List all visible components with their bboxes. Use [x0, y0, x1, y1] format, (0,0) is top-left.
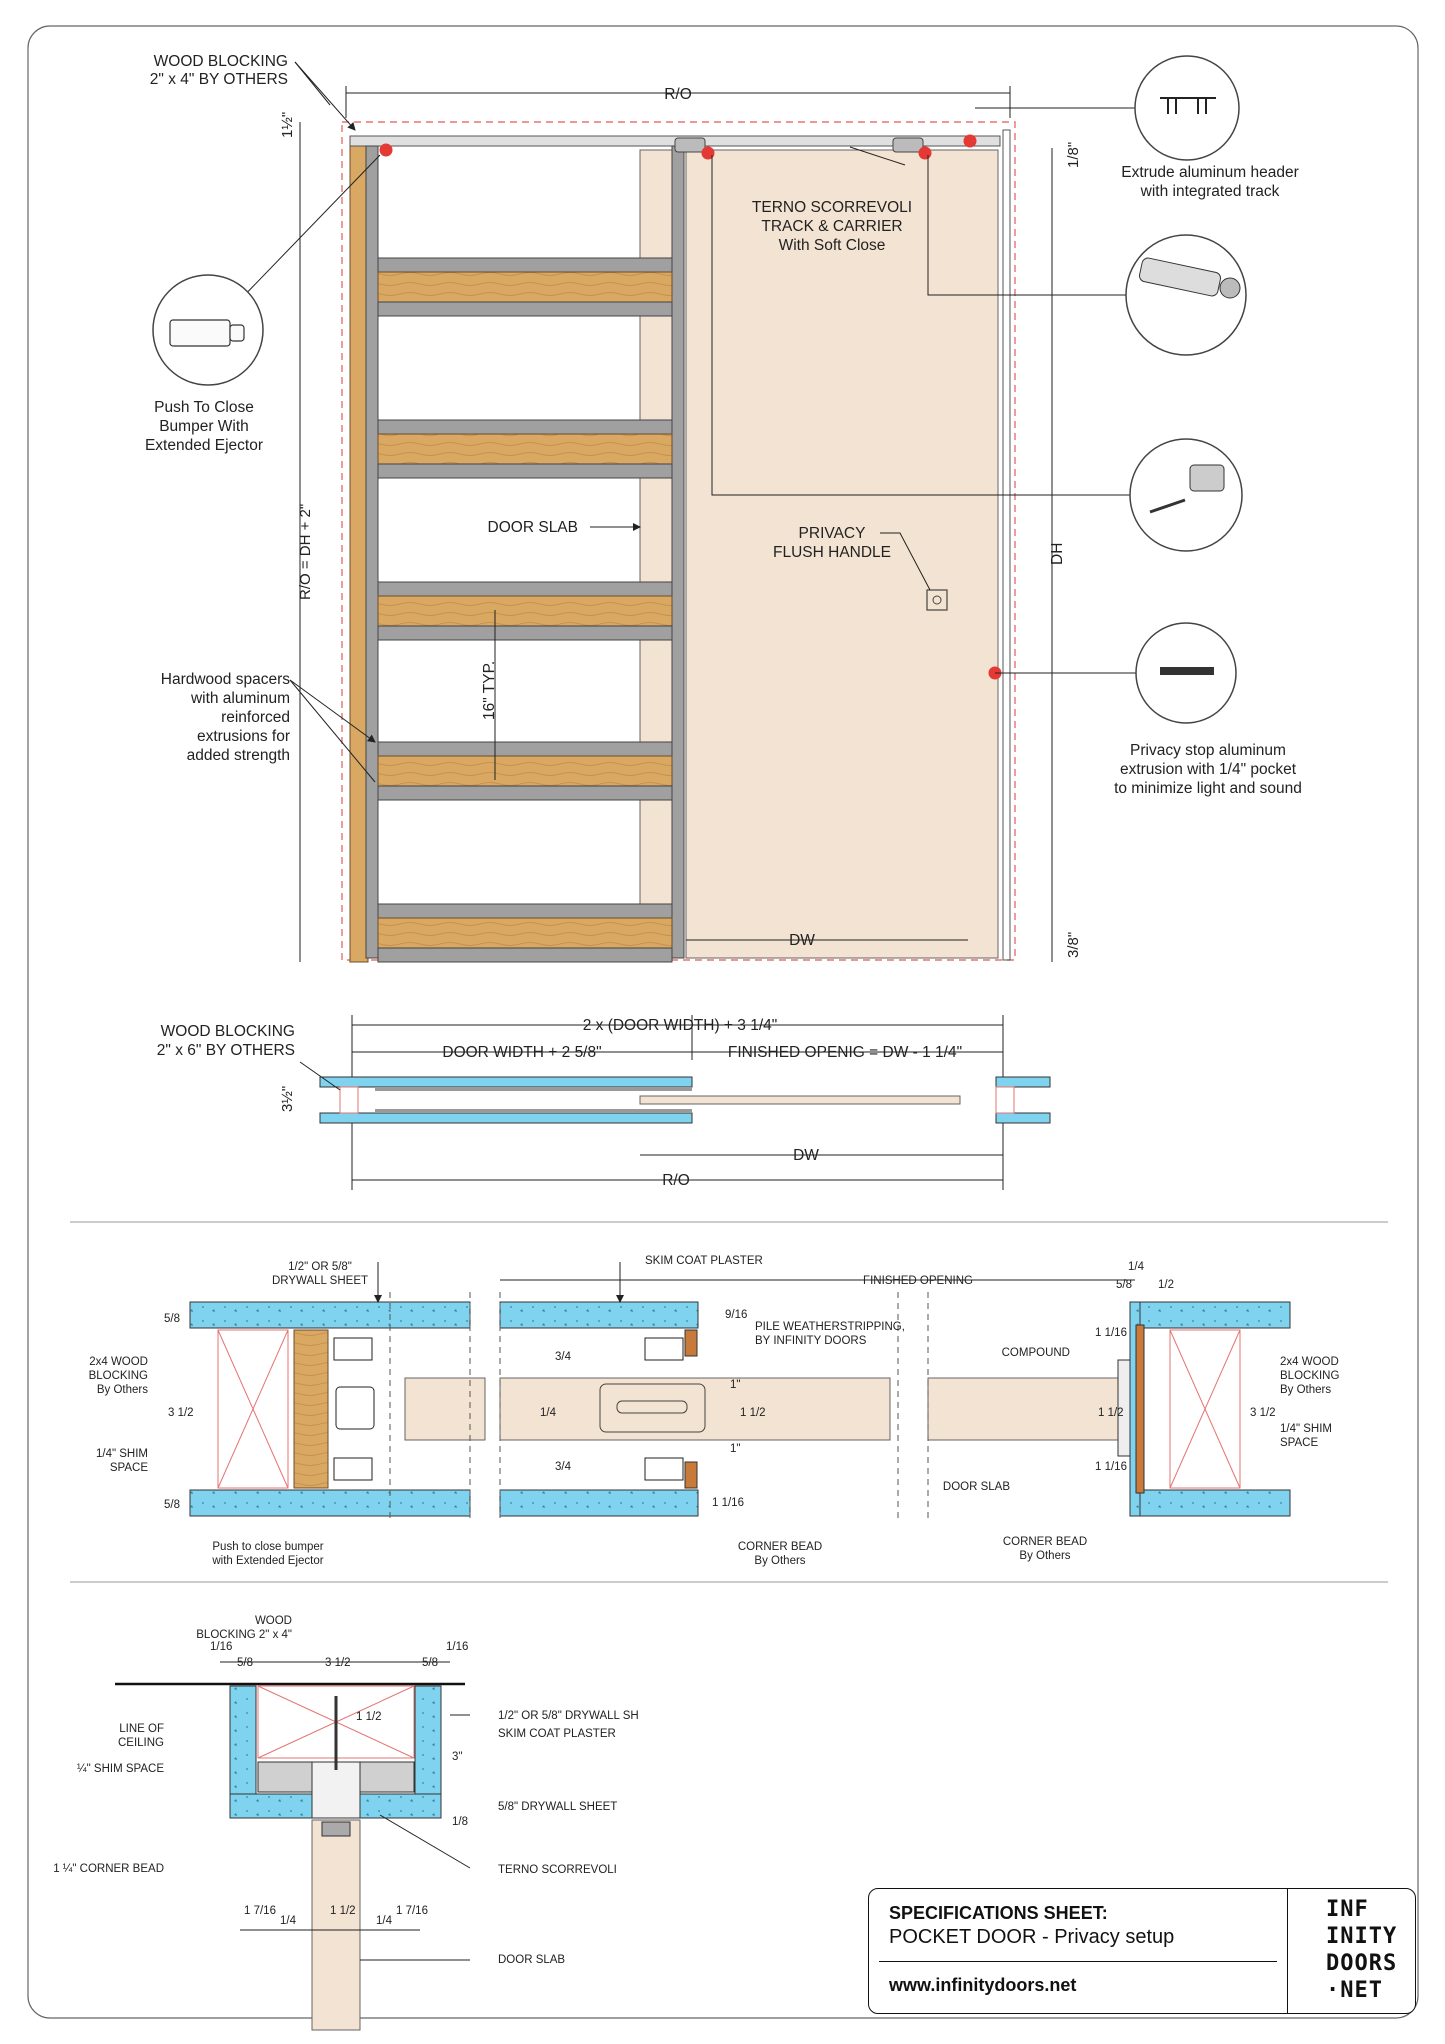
wood-blocking-left	[350, 136, 368, 962]
section-dim-58c: 5/8	[1116, 1279, 1132, 1291]
track-detail-icon	[1130, 439, 1242, 551]
section-dim-14: 1/4	[540, 1407, 556, 1419]
head-drywall58-label: 5/8" DRYWALL SHEET	[498, 1801, 618, 1813]
terno-label: TERNO SCORREVOLI TRACK & CARRIER With Soft Close	[751, 199, 913, 254]
section-dim-58: 5/8	[164, 1313, 180, 1325]
section-dim-916: 9/16	[725, 1309, 748, 1321]
dim-1-5: 1½"	[279, 111, 296, 138]
ro-height-label: R/O = DH + 2"	[297, 503, 314, 600]
head-dim-1716b: 1 7/16	[396, 1905, 428, 1917]
push-to-close-label: Push To Close Bumper With Extended Ejector	[144, 399, 264, 454]
spacer-extrusion-bottom	[378, 948, 672, 962]
section-dim-312: 3 1/2	[168, 1407, 194, 1419]
wood-blocking-label: WOOD BLOCKING 2" x 4" BY OTHERS	[149, 53, 288, 88]
carrier-right-icon	[893, 138, 923, 152]
plan-finished-opening-label: FINISHED OPENIG = DW - 1 1/4"	[727, 1044, 963, 1061]
head-dim-116: 1/16	[210, 1641, 233, 1653]
spacer-extrusion-top	[378, 904, 672, 918]
section-blocking-left-label: 2x4 WOOD BLOCKING By Others	[88, 1356, 148, 1396]
section-dim-1116c: 1 1/16	[1095, 1461, 1127, 1473]
hardwood-spacer	[378, 596, 672, 626]
spacer-extrusion-bottom	[378, 302, 672, 316]
spacer-extrusion-bottom	[378, 786, 672, 800]
carrier-left-icon	[675, 138, 705, 152]
marker-header-icon	[964, 135, 977, 148]
frame-stud-right	[672, 146, 684, 958]
head-dim-14: 1/4	[280, 1915, 296, 1927]
head-dim-1716: 1 7/16	[244, 1905, 276, 1917]
spacer-extrusion-top	[378, 742, 672, 756]
infinity-doors-logo: INF INITY DOORS ·NET	[1326, 1897, 1398, 2003]
elevation-view	[145, 53, 1302, 962]
section-shim-left-label: 1/4" SHIM SPACE	[95, 1448, 148, 1474]
head-detail-view	[53, 1615, 639, 2030]
hardwood-spacer	[378, 434, 672, 464]
section-dim-312b: 3 1/2	[1250, 1407, 1276, 1419]
section-finished-label: FINISHED OPENING	[863, 1275, 973, 1287]
head-dim-112: 1 1/2	[356, 1711, 382, 1723]
hardwood-spacer	[378, 756, 672, 786]
section-dim-112: 1 1/2	[740, 1407, 766, 1419]
section-dim-112b: 1 1/2	[1098, 1407, 1124, 1419]
spacer-extrusion-bottom	[378, 626, 672, 640]
section-drywall-label: 1/2" OR 5/8" DRYWALL SHEET	[271, 1261, 369, 1287]
hardwood-spacers	[378, 258, 672, 962]
spacer-extrusion-top	[378, 258, 672, 272]
spacer-extrusion-top	[378, 582, 672, 596]
section-dim-1116: 1 1/16	[712, 1497, 744, 1509]
header-label: Extrude aluminum header with integrated track	[1121, 164, 1299, 200]
section-pile-label: PILE WEATHERSTRIPPING, BY INFINITY DOORS	[755, 1321, 905, 1347]
dim-1-8: 1/8"	[1065, 141, 1082, 168]
dw-label: DW	[789, 932, 815, 949]
privacy-stop-label: Privacy stop aluminum extrusion with 1/4" pocket to minimize light and sound	[1114, 742, 1302, 797]
section-door-slab-label: DOOR SLAB	[942, 1481, 1010, 1493]
plan-dw-label: DW	[793, 1147, 819, 1164]
marker-carrier-icon	[702, 147, 715, 160]
frame-stud-left	[366, 146, 378, 958]
section-bumper-label: Push to close bumper with Extended Ejector	[212, 1541, 324, 1567]
section-corner-mid-label: CORNER BEAD By Others	[737, 1541, 823, 1567]
hardwood-spacer	[378, 272, 672, 302]
plan-wood-blocking-label: WOOD BLOCKING 2" x 6" BY OTHERS	[156, 1023, 295, 1059]
section-dim-1b: 1"	[730, 1443, 741, 1455]
hardwood-spacers-label: Hardwood spacers with aluminum reinforced extrusions for added strength	[160, 671, 290, 764]
title-heading: SPECIFICATIONS SHEET:	[889, 1903, 1108, 1923]
section-dim-34: 3/4	[555, 1351, 571, 1363]
spacer-extrusion-top	[378, 420, 672, 434]
dim-3-8: 3/8"	[1065, 931, 1082, 958]
head-dim-58b: 5/8	[422, 1657, 438, 1669]
ro-top-label: R/O	[664, 86, 692, 103]
head-dim-14b: 1/4	[376, 1915, 392, 1927]
head-door-slab-label: DOOR SLAB	[498, 1954, 566, 1966]
plan-dim-3-5: 3½"	[279, 1085, 296, 1112]
jamb-right	[1003, 130, 1010, 960]
privacy-handle-label: PRIVACY FLUSH HANDLE	[773, 525, 891, 561]
spacer-extrusion-bottom	[378, 464, 672, 478]
head-dim-116b: 1/16	[446, 1641, 469, 1653]
marker-bumper-icon	[380, 144, 393, 157]
marker-carrier-2-icon	[919, 147, 932, 160]
section-dim-1: 1"	[730, 1379, 741, 1391]
section-skim-label: SKIM COAT PLASTER	[645, 1255, 763, 1267]
section-dim-58b: 5/8	[164, 1499, 180, 1511]
plan-view	[157, 1015, 1050, 1190]
plan-overall-label: 2 x (DOOR WIDTH) + 3 1/4"	[582, 1017, 778, 1034]
section-view	[89, 1255, 1340, 1567]
head-corner-label: 1 ¼" CORNER BEAD	[53, 1863, 164, 1875]
title-subtitle: POCKET DOOR - Privacy setup	[889, 1926, 1175, 1948]
head-skim-label: SKIM COAT PLASTER	[498, 1728, 616, 1740]
plan-door-width-label: DOOR WIDTH + 2 5/8"	[442, 1044, 602, 1061]
dh-label: DH	[1049, 542, 1066, 565]
section-corner-right-label: CORNER BEAD By Others	[1002, 1536, 1088, 1562]
head-dim-312: 3 1/2	[325, 1657, 351, 1669]
head-wood-blocking-label: WOOD BLOCKING 2" x 4"	[196, 1615, 292, 1641]
head-ceiling-label: LINE OF CEILING	[117, 1723, 164, 1749]
section-dim-12: 1/2	[1158, 1279, 1174, 1291]
head-drywall-label: 1/2" OR 5/8" DRYWALL SH	[498, 1710, 639, 1722]
website-link[interactable]: www.infinitydoors.net	[889, 1975, 1077, 1995]
hardwood-spacer	[378, 918, 672, 948]
head-shim-label: ¼" SHIM SPACE	[77, 1763, 164, 1775]
plan-ro-label: R/O	[662, 1172, 690, 1189]
section-blocking-right-label: 2x4 WOOD BLOCKING By Others	[1280, 1356, 1340, 1396]
section-dim-14b: 1/4	[1128, 1261, 1144, 1273]
door-slab-label: DOOR SLAB	[487, 519, 578, 536]
section-compound-label: COMPOUND	[1001, 1347, 1070, 1359]
head-dim-58: 5/8	[237, 1657, 253, 1669]
section-shim-right-label: 1/4" SHIM SPACE	[1280, 1423, 1333, 1449]
head-dim-18: 1/8	[452, 1816, 468, 1828]
section-dim-34b: 3/4	[555, 1461, 571, 1473]
section-dim-1116b: 1 1/16	[1095, 1327, 1127, 1339]
head-terno-label: TERNO SCORREVOLI	[498, 1864, 617, 1876]
spacing-label: 16" TYP.	[481, 660, 498, 720]
head-dim-3: 3"	[452, 1751, 463, 1763]
head-dim-112b: 1 1/2	[330, 1905, 356, 1917]
header-detail-icon	[1135, 56, 1239, 160]
